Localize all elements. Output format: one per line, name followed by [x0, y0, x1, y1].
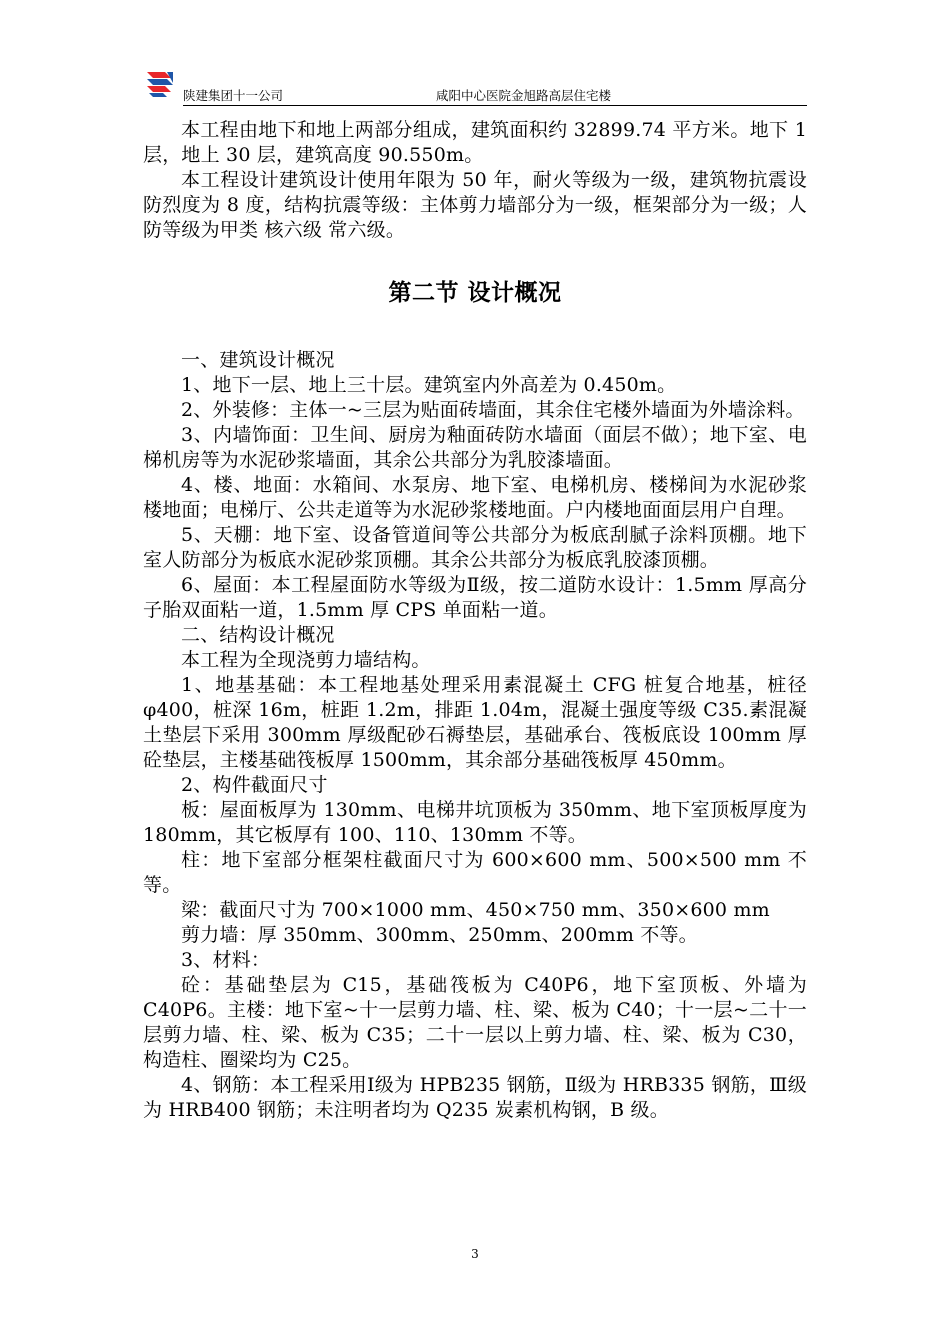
body-paragraph: 柱：地下室部分框架柱截面尺寸为 600×600 mm、500×500 mm 不等。: [143, 849, 807, 896]
header-project-title: 咸阳中心医院金旭路高层住宅楼: [436, 88, 612, 103]
document-body: [143, 118, 807, 1123]
body-paragraph: 本工程为全现浇剪力墙结构。: [181, 649, 431, 671]
body-paragraph: 梁：截面尺寸为 700×1000 mm、450×750 mm、350×600 mm: [181, 899, 770, 921]
subsection-heading-architecture: 一、建筑设计概况: [181, 349, 335, 371]
body-paragraph: 4、钢筋：本工程采用Ⅰ级为 HPB235 钢筋，Ⅱ级为 HRB335 钢筋，Ⅲ级为 HRB400 钢筋；未注明者均为 Q235 炭素机构钢，B 级。: [143, 1074, 807, 1121]
body-paragraph: 4、楼、地面：水箱间、水泵房、地下室、电梯机房、楼梯间为水泥砂浆楼地面；电梯厅、公共走道等为水泥砂浆楼地面。户内楼地面面层用户自理。: [143, 474, 807, 521]
company-logo-icon: [143, 66, 177, 100]
page-number: 3: [471, 1247, 479, 1261]
intro-paragraph: 本工程由地下和地上两部分组成，建筑面积约 32899.74 平方米。地下 1 层，地上 30 层，建筑高度 90.550m。: [143, 119, 807, 166]
header-divider: [183, 105, 807, 106]
body-paragraph: 1、地下一层、地上三十层。建筑室内外高差为 0.450m。: [181, 374, 677, 396]
body-paragraph: 5、天棚：地下室、设备管道间等公共部分为板底刮腻子涂料顶棚。地下室人防部分为板底水泥砂浆顶棚。其余公共部分为板底乳胶漆顶棚。: [143, 524, 807, 571]
section-heading: 第二节 设计概况: [388, 280, 562, 306]
body-paragraph: 1、地基基础：本工程地基处理采用素混凝土 CFG 桩复合地基，桩径 φ400，桩深 16m，桩距 1.2m，排距 1.04m，混凝土强度等级 C35.素混凝土垫层下采用 300mm 厚级配砂石褥垫层，基础承台、筏板底设 100mm 厚砼垫层，主楼基础筏板厚 1500mm，其余部分基础筏板厚 450mm。: [143, 674, 807, 771]
body-paragraph: 2、构件截面尺寸: [181, 774, 328, 796]
subsection-heading-structure: 二、结构设计概况: [181, 624, 335, 646]
header-company: 陕建集团十一公司: [183, 88, 284, 103]
body-paragraph: 2、外装修：主体一~三层为贴面砖墙面，其余住宅楼外墙面为外墙涂料。: [181, 399, 805, 421]
body-paragraph: 剪力墙：厚 350mm、300mm、250mm、200mm 不等。: [181, 924, 698, 946]
body-paragraph: 3、材料：: [181, 949, 271, 971]
page-header: [143, 66, 807, 106]
intro-paragraph: 本工程设计建筑设计使用年限为 50 年，耐火等级为一级，建筑物抗震设防烈度为 8 度，结构抗震等级：主体剪力墙部分为一级，框架部分为一级；人防等级为甲类 核六级 常六级。: [143, 169, 807, 241]
body-paragraph: 6、屋面：本工程屋面防水等级为Ⅱ级，按二道防水设计：1.5mm 厚高分子胎双面粘一道，1.5mm 厚 CPS 单面粘一道。: [143, 574, 807, 621]
body-paragraph: 砼：基础垫层为 C15，基础筏板为 C40P6，地下室顶板、外墙为 C40P6。主楼：地下室~十一层剪力墙、柱、梁、板为 C40；十一层~二十一层剪力墙、柱、梁、板为 C35；二十一层以上剪力墙、柱、梁、板为 C30，构造柱、圈梁均为 C25。: [143, 974, 807, 1071]
body-paragraph: 3、内墙饰面：卫生间、厨房为釉面砖防水墙面（面层不做）；地下室、电梯机房等为水泥砂浆墙面，其余公共部分为乳胶漆墙面。: [143, 424, 807, 471]
body-paragraph: 板：屋面板厚为 130mm、电梯井坑顶板为 350mm、地下室顶板厚度为 180mm，其它板厚有 100、110、130mm 不等。: [143, 799, 807, 846]
